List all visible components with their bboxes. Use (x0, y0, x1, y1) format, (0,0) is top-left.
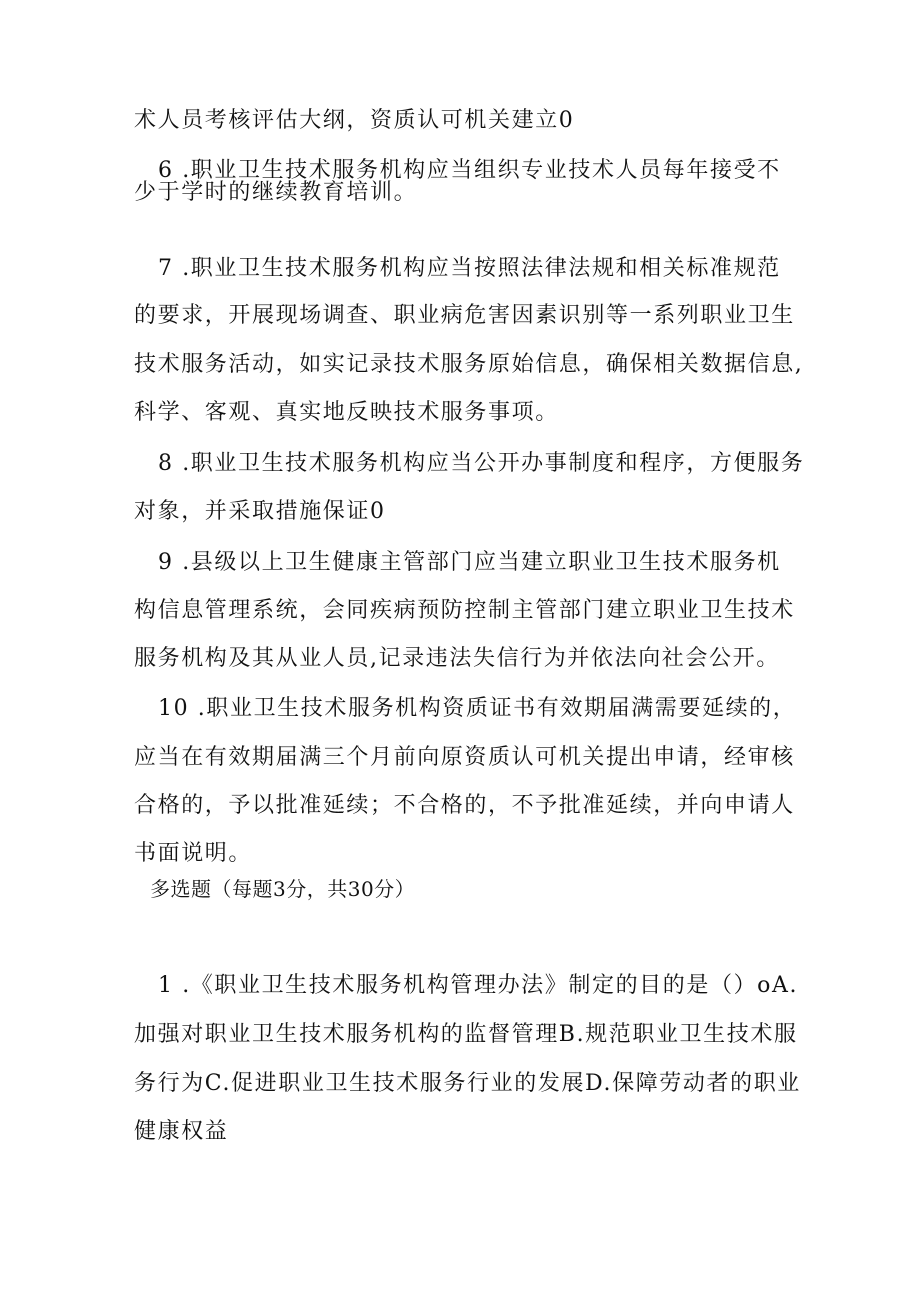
mc-question-1-line-2: 加强对职业卫生技术服务机构的监督管理B.规范职业卫生技术服 (134, 1022, 798, 1047)
item-10-line-4: 书面说明。 (134, 841, 253, 866)
text-line: 术人员考核评估大纲，资质认可机关建立0 (134, 108, 575, 133)
item-10-line-1: 10 .职业卫生技术服务机构资质证书有效期届满需要延续的， (158, 696, 797, 721)
item-8-line-2: 对象，并采取措施保证0 (134, 499, 386, 524)
section-heading: 多选题（每题3分，共30分） (150, 877, 416, 901)
item-9-line-2: 构信息管理系统，会同疾病预防控制主管部门建立职业卫生技术 (134, 598, 795, 623)
mc-question-1-line-1: 1 .《职业卫生技术服务机构管理办法》制定的目的是（）oA. (158, 973, 799, 998)
item-8-line-1: 8 .职业卫生技术服务机构应当公开办事制度和程序，方便服务 (158, 451, 805, 476)
mc-question-1-line-3: 务行为C.促进职业卫生技术服务行业的发展D.保障劳动者的职业 (134, 1071, 801, 1096)
item-7-line-3: 技术服务活动，如实记录技术服务原始信息，确保相关数据信息, (134, 352, 804, 377)
item-10-line-2: 应当在有效期届满三个月前向原资质认可机关提出申请，经审核 (134, 745, 795, 770)
item-6-line-2: 少于学时的继续教育培训。 (134, 180, 418, 205)
item-7-line-2: 的要求，开展现场调查、职业病危害因素识别等一系列职业卫生 (134, 303, 795, 328)
item-9-line-3: 服务机构及其从业人员,记录违法失信行为并依法向社会公开。 (134, 646, 780, 671)
item-7-line-4: 科学、客观、真实地反映技术服务事项。 (134, 400, 559, 425)
item-6-line-1: 6 .职业卫生技术服务机构应当组织专业技术人员每年接受不 (158, 158, 781, 183)
mc-question-1-line-4: 健康权益 (134, 1119, 229, 1144)
item-7-line-1: 7 .职业卫生技术服务机构应当按照法律法规和相关标准规范 (158, 256, 781, 281)
item-9-line-1: 9 .县级以上卫生健康主管部门应当建立职业卫生技术服务机 (158, 550, 781, 575)
item-10-line-3: 合格的，予以批准延续；不合格的，不予批准延续，并向申请人 (134, 793, 795, 818)
